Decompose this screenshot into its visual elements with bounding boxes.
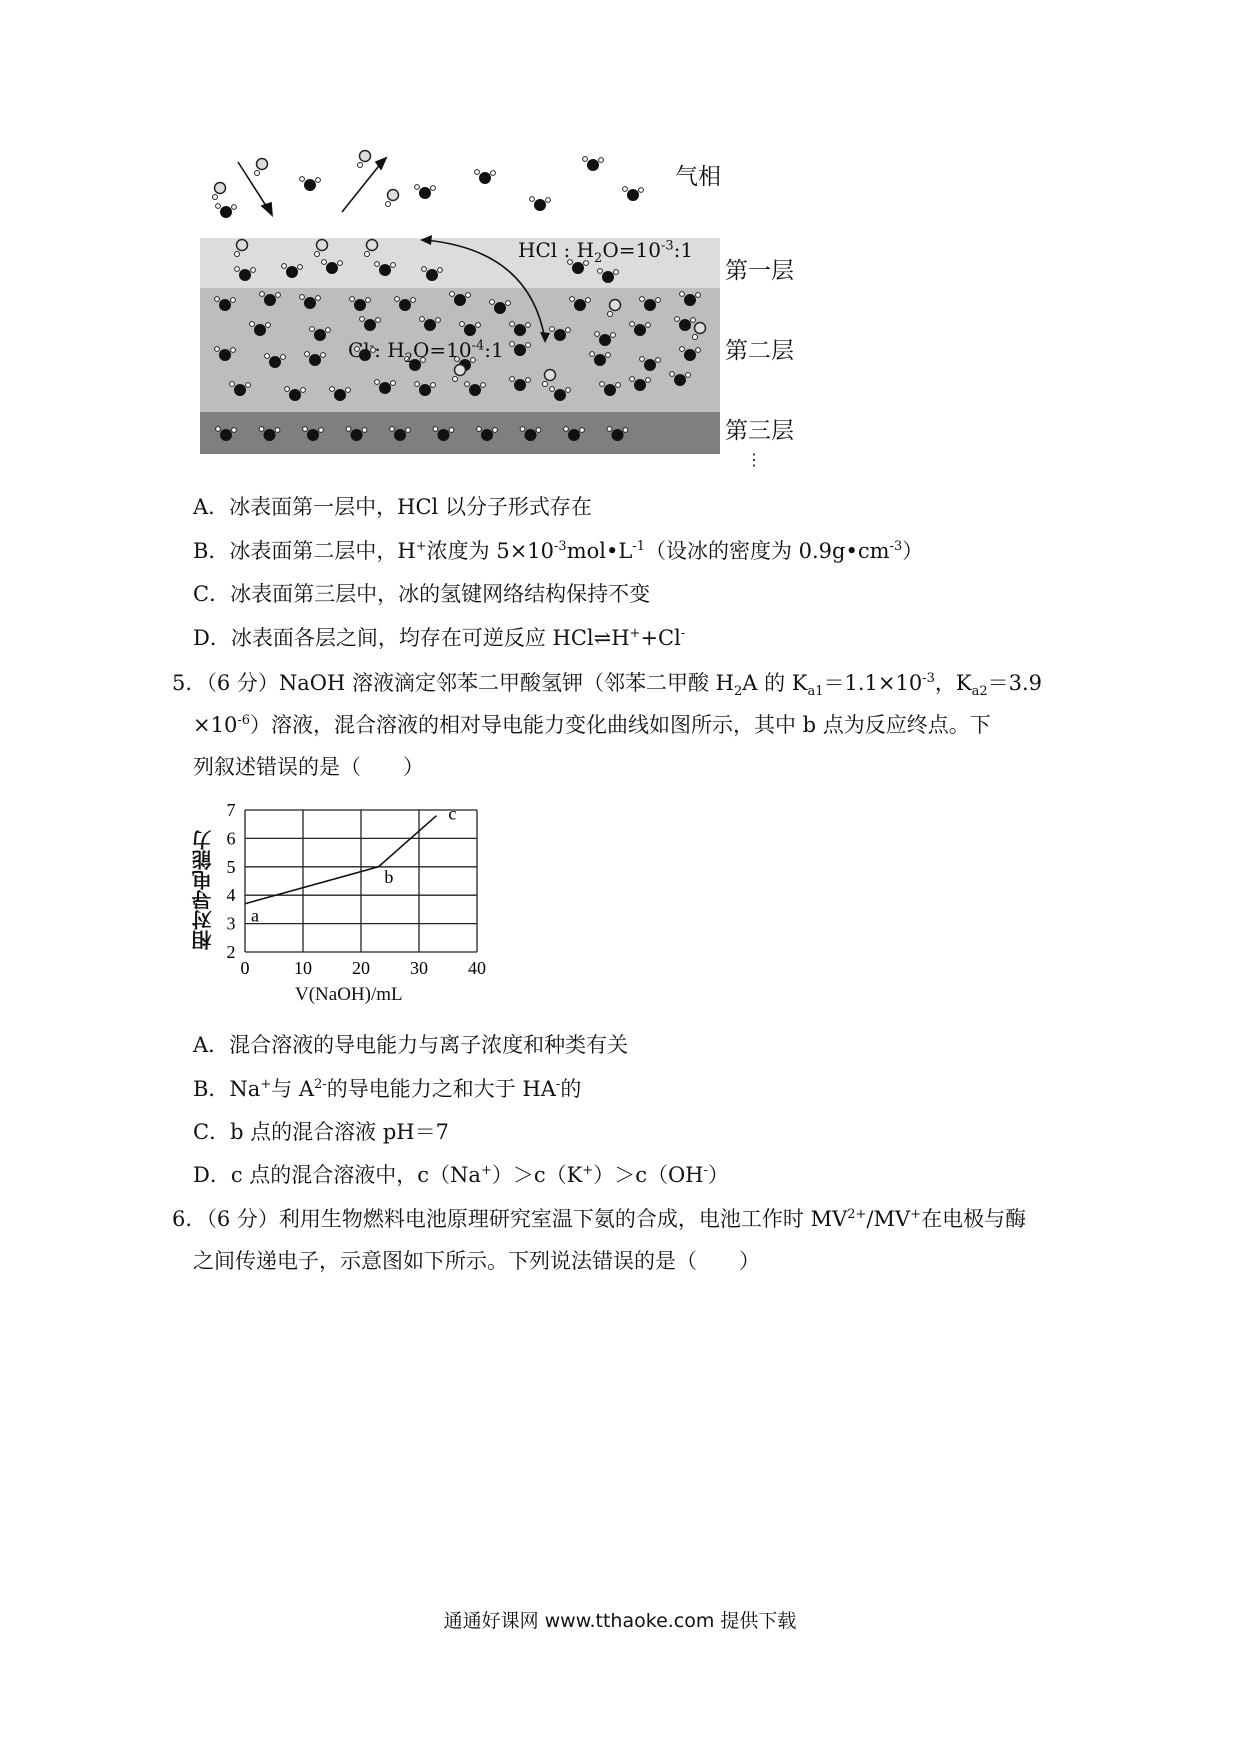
vertical-dots: ⋮ [746,450,762,469]
chart-ytick-label: 4 [226,885,236,906]
water-molecule [415,185,436,199]
chart-ytick-label: 7 [226,800,236,820]
ice-surface-diagram [200,140,820,520]
chart-xtick-label: 0 [240,958,250,978]
q4-option-a: A．冰表面第一层中，HCl 以分子形式存在 [193,495,592,519]
chart-xtick-label: 40 [468,958,486,978]
layer3-band [200,412,720,454]
chart-point-label: b [384,866,394,887]
water-molecule [300,177,321,191]
chart-ytick-label: 5 [226,856,236,877]
q4-option-d: D．冰表面各层之间，均存在可逆反应 HCl⇌H++Cl- [193,626,686,650]
page-footer: 通通好课网 www.tthaoke.com 提供下载 [443,1610,797,1632]
chart-point-label: c [448,803,457,824]
q5-stem-line2: $\times 10^{-6}$）溶液，混合溶液的相对导电能力变化曲线如图所示，其中 b 点为反应终点。下 [193,713,991,737]
water-molecule [583,157,604,171]
chart-ytick-label: 2 [226,942,236,962]
chart-xtick-label: 10 [294,958,312,978]
layer3-label: 第三层 [725,418,794,444]
q4-option-b: B．冰表面第二层中，H+浓度为 $5\times 10^{-3}mol•L^{-1}$（设冰的密度为 $0.9g•cm^{-3}$） [193,539,924,563]
gas-phase-label: 气相 [675,164,721,190]
chart-series-line [245,816,436,904]
water-molecule [623,187,644,201]
chart-xtick-label: 30 [410,958,428,978]
q6-stem-line2: 之间传递电子，示意图如下所示。下列说法错误的是（ ） [193,1249,760,1273]
water-molecule [530,197,551,211]
ice-surface-figure [200,140,820,520]
hcl-molecule [358,151,371,168]
chart-svg [190,800,510,1010]
layer2-label: 第二层 [725,338,794,364]
layer1-label: 第一层 [725,258,794,284]
hcl-molecule [213,183,226,200]
q5-stem-line3: 列叙述错误的是（ ） [193,755,424,779]
hcl-molecule [386,190,399,207]
q4-option-c: C．冰表面第三层中，冰的氢键网络结构保持不变 [193,582,651,606]
hcl-ratio-label: HCl : $H_2O=10^{-3}:1$ [518,238,694,266]
q5-option-a: A．混合溶液的导电能力与离子浓度和种类有关 [193,1033,629,1057]
q5-option-b: B．Na+与 $A^{2-}$的导电能力之和大于 HA-的 [193,1077,582,1101]
water-molecule [475,170,496,184]
chart-point-label: a [251,905,259,926]
chart-ytick-label: 6 [226,828,236,849]
chart-ylabel: 相对导电能力 [191,830,215,950]
chart-xlabel: V(NaOH)/mL [295,984,403,1005]
water-molecule [216,204,237,218]
chart-ytick-label: 3 [226,913,236,934]
q5-option-d: D．c 点的混合溶液中，c（Na+）＞c（K+）＞c（OH-） [193,1163,729,1187]
conductivity-chart [190,800,510,1010]
q5-stem-line1: 5．（6 分）NaOH 溶液滴定邻苯二甲酸氢钾（邻苯二甲酸 $H_2A$ 的 $K_{a1}=1.1\times 10^{-3}$，$K_{a2}=3.9$ [172,671,1043,700]
hcl-molecule [255,159,268,176]
q6-stem-line1: 6．（6 分）利用生物燃料电池原理研究室温下氨的合成，电池工作时 $MV^{2+}/MV^+$在电极与酶 [172,1207,1027,1231]
chart-xtick-label: 20 [352,958,370,978]
q5-option-c: C．b 点的混合溶液 pH＝7 [193,1120,449,1144]
cl-ratio-label: Cl-: $H_2O=10^{-4}:1$ [348,338,504,366]
